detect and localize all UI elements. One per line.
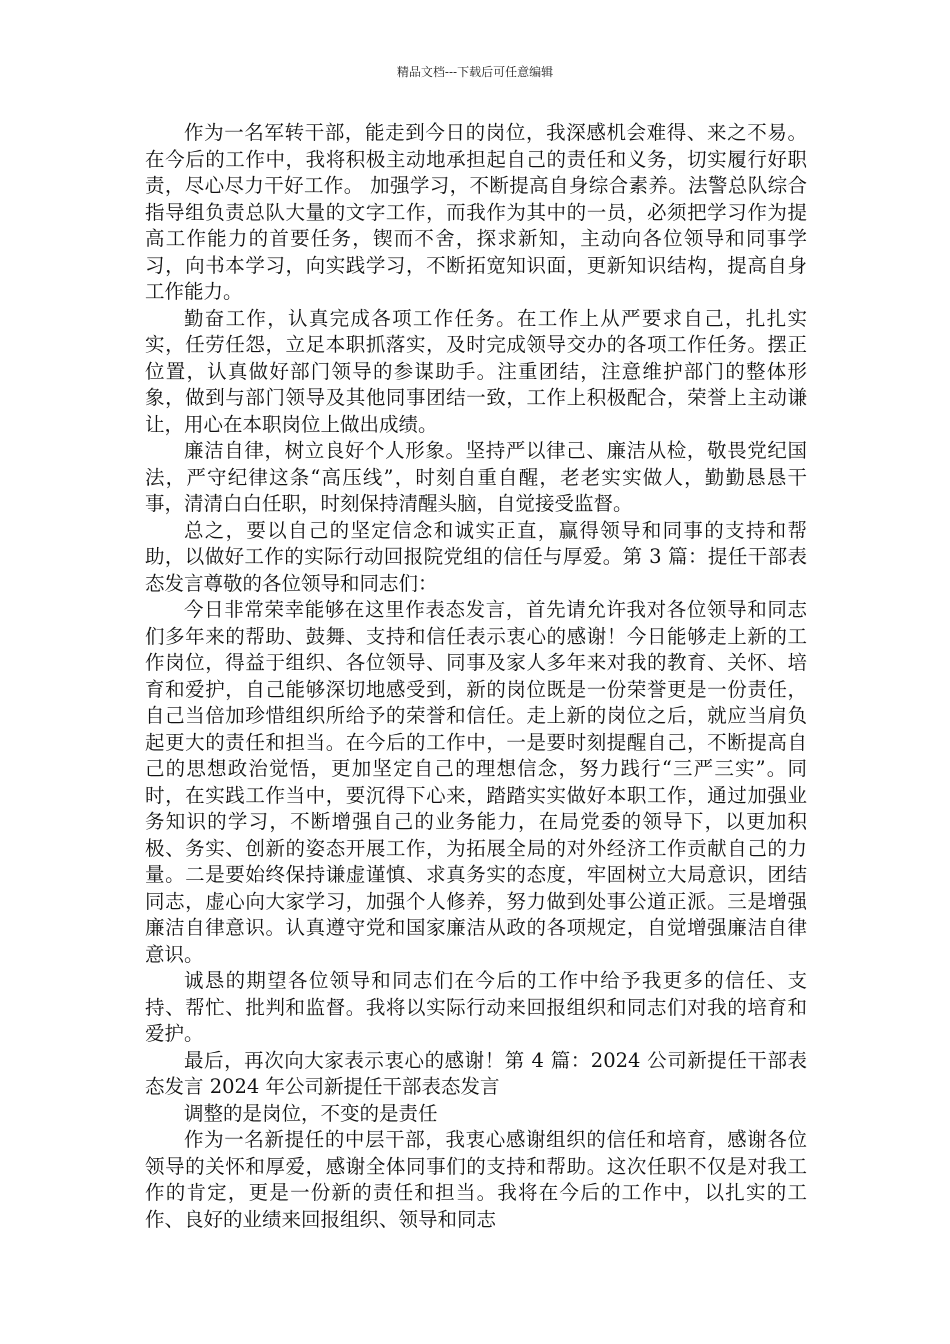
document-body [145,120,807,1233]
paragraph-part-4-speech: 作为一名新提任的中层干部，我衷心感谢组织的信任和培育，感谢各位领导的关怀和厚爱，感谢全体同事们的支持和帮助。这次任职不仅是对我工作的肯定，更是一份新的责任和担当。我将在今后的工作中，以扎实的工作、良好的业绩来回报组织、领导和同志 [145,1128,807,1231]
paragraph-expectation: 诚恳的期望各位领导和同志们在今后的工作中给予我更多的信任、支持、帮忙、批判和监督。我将以实际行动来回报组织和同志们对我的培育和爱护。 [145,969,807,1045]
paragraph-diligent-work: 勤奋工作，认真完成各项工作任务。在工作上从严要求自己，扎扎实实，任劳任怨，立足本职抓落实，及时完成领导交办的各项工作任务。摆正位置，认真做好部门领导的参谋助手。注重团结，注意维护部门的整体形象，做到与部门领导及其他同事团结一致，工作上积极配合，荣誉上主动谦让，用心在本职岗位上做出成绩。 [145,306,807,436]
paragraph-part-3-speech: 今日非常荣幸能够在这里作表态发言，首先请允许我对各位领导和同志们多年来的帮助、鼓舞、支持和信任表示衷心的感谢！今日能够走上新的工作岗位，得益于组织、各位领导、同事及家人多年来对我的教育、关怀、培育和爱护，自己能够深切地感受到，新的岗位既是一份荣誉更是一份责任，自己当倍加珍惜组织所给予的荣誉和信任。走上新的岗位之后，就应当肩负起更大的责任和担当。在今后的工作中，一是要时刻提醒自己，不断提高自己的思想政治觉悟，更加坚定自己的理想信念，努力践行“三严三实”。同时，在实践工作当中，要沉得下心来，踏踏实实做好本职工作，通过加强业务知识的学习，不断增强自己的业务能力，在局党委的领导下，以更加积极、务实、创新的姿态开展工作，为拓展全局的对外经济工作贡献自己的力量。二是要始终保持谦虚谨慎、求真务实的态度，牢固树立大局意识，团结同志，虚心向大家学习，加强个人修养，努力做到处事公道正派。三是增强廉洁自律意识。认真遵守党和国家廉洁从政的各项规定，自觉增强廉洁自律意识。 [145,598,807,966]
paragraph-part-4-subtitle: 调整的是岗位，不变的是责任 [184,1101,438,1125]
paragraph-thanks-and-part-4-title: 最后，再次向大家表示衷心的感谢！第 4 篇：2024 公司新提任干部表态发言 2024 年公司新提任干部表态发言 [145,1048,807,1098]
page-header: 精品文档---下载后可任意编辑 [396,65,554,79]
paragraph-summary-and-part-3-title: 总之，要以自己的坚定信念和诚实正直，赢得领导和同事的支持和帮助，以做好工作的实际行动回报院党组的信任与厚爱。第 3 篇：提任干部表态发言尊敬的各位领导和同志们： [145,518,807,595]
paragraph-study: 作为一名军转干部，能走到今日的岗位，我深感机会难得、来之不易。在今后的工作中，我将积极主动地承担起自己的责任和义务，切实履行好职责，尽心尽力干好工作。 加强学习，不断提高自身综合素养。法警总队综合指导组负责总队大量的文字工作，而我作为其中的一员，必须把学习作为提高工作能力的首要任务，锲而不舍，探求新知，主动向各位领导和同事学习，向书本学习，向实践学习，不断拓宽知识面，更新知识结构，提高自身工作能力。 [145,121,807,303]
paragraph-integrity: 廉洁自律，树立良好个人形象。坚持严以律己、廉洁从检，敬畏党纪国法，严守纪律这条“高压线”，时刻自重自醒，老老实实做人，勤勤恳恳干事，清清白白任职，时刻保持清醒头脑，自觉接受监督。 [145,439,807,515]
